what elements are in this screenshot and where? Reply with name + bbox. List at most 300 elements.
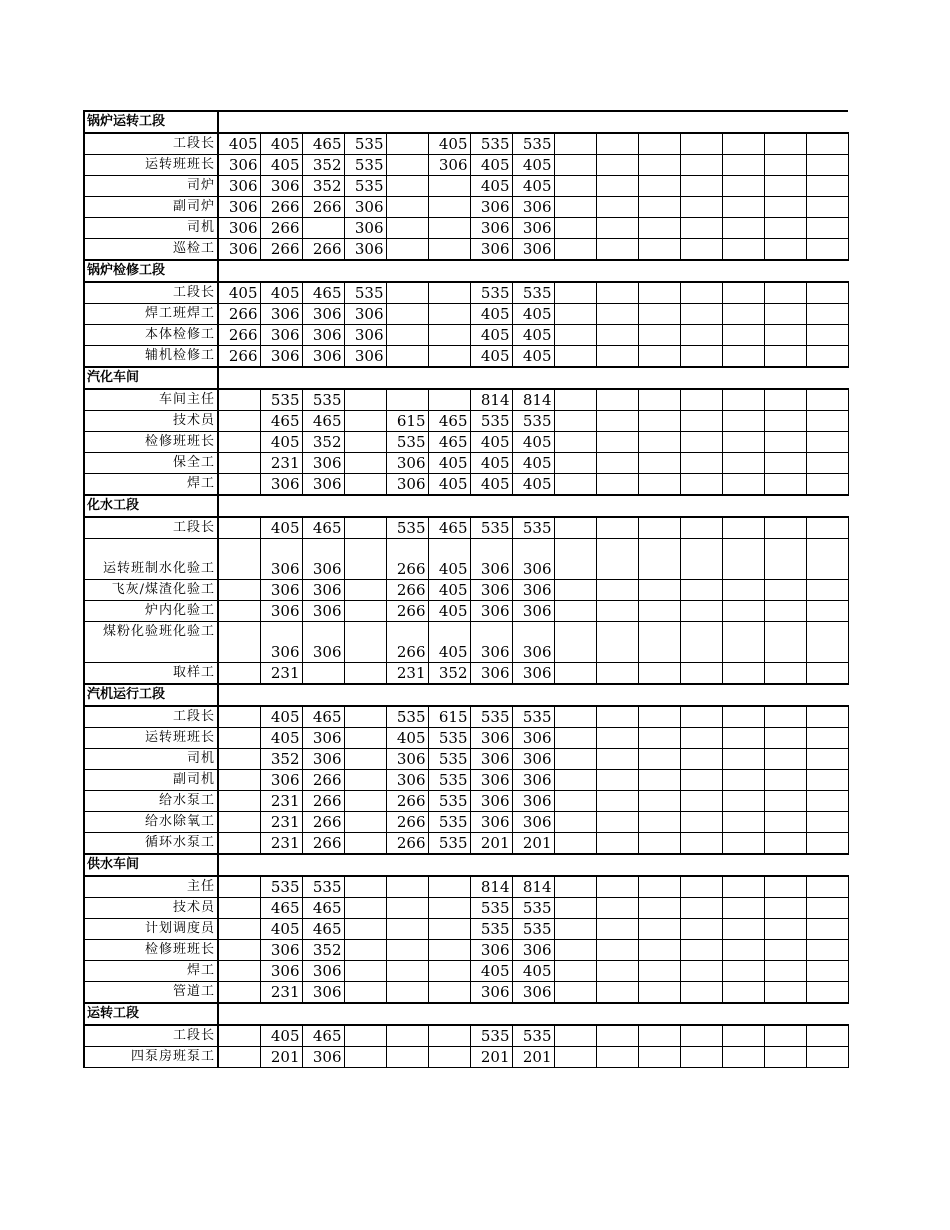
value-cell: 306 bbox=[302, 601, 344, 622]
value-cell: 535 bbox=[512, 411, 554, 432]
row-label: 工段长 bbox=[84, 517, 218, 539]
value-cell bbox=[638, 940, 680, 961]
table-row bbox=[84, 728, 848, 749]
value-cell bbox=[680, 919, 722, 940]
value-cell bbox=[596, 517, 638, 539]
value-cell bbox=[680, 453, 722, 474]
row-label: 司机 bbox=[84, 749, 218, 770]
value-cell bbox=[722, 961, 764, 982]
value-cell bbox=[764, 833, 806, 855]
value-cell: 405 bbox=[260, 1025, 302, 1047]
value-cell: 306 bbox=[512, 791, 554, 812]
value-cell bbox=[680, 940, 722, 961]
value-cell bbox=[554, 601, 596, 622]
section-title: 汽机运行工段 bbox=[84, 684, 218, 706]
value-cell: 306 bbox=[302, 346, 344, 368]
value-cell: 535 bbox=[428, 791, 470, 812]
value-cell bbox=[806, 1025, 848, 1047]
value-cell: 535 bbox=[302, 389, 344, 411]
value-cell bbox=[218, 411, 260, 432]
value-cell: 352 bbox=[428, 663, 470, 685]
value-cell: 535 bbox=[428, 812, 470, 833]
value-cell bbox=[764, 389, 806, 411]
value-cell bbox=[722, 474, 764, 496]
value-cell bbox=[344, 706, 386, 728]
value-cell: 535 bbox=[470, 411, 512, 432]
value-cell bbox=[386, 197, 428, 218]
value-cell bbox=[722, 663, 764, 685]
value-cell bbox=[596, 940, 638, 961]
value-cell bbox=[596, 728, 638, 749]
value-cell bbox=[386, 1047, 428, 1068]
value-cell bbox=[596, 580, 638, 601]
value-cell: 306 bbox=[218, 176, 260, 197]
value-cell: 535 bbox=[512, 1025, 554, 1047]
value-cell: 465 bbox=[302, 706, 344, 728]
value-cell: 306 bbox=[260, 304, 302, 325]
value-cell: 352 bbox=[302, 176, 344, 197]
value-cell bbox=[806, 304, 848, 325]
table-row bbox=[84, 961, 848, 982]
value-cell: 306 bbox=[260, 325, 302, 346]
value-cell: 405 bbox=[428, 622, 470, 663]
table-row bbox=[84, 812, 848, 833]
value-cell: 266 bbox=[218, 325, 260, 346]
table-row bbox=[84, 539, 848, 580]
value-cell bbox=[638, 176, 680, 197]
value-cell: 465 bbox=[302, 517, 344, 539]
value-cell bbox=[218, 961, 260, 982]
value-cell: 405 bbox=[470, 346, 512, 368]
section-header-row bbox=[84, 854, 848, 876]
value-cell bbox=[596, 876, 638, 898]
value-cell: 405 bbox=[428, 474, 470, 496]
value-cell bbox=[806, 749, 848, 770]
section-title: 运转工段 bbox=[84, 1003, 218, 1025]
table-row bbox=[84, 663, 848, 685]
value-cell bbox=[806, 812, 848, 833]
value-cell: 405 bbox=[260, 282, 302, 304]
value-cell bbox=[680, 580, 722, 601]
table-row bbox=[84, 453, 848, 474]
value-cell: 306 bbox=[218, 239, 260, 261]
value-cell bbox=[806, 176, 848, 197]
value-cell bbox=[218, 517, 260, 539]
value-cell: 266 bbox=[302, 833, 344, 855]
value-cell: 535 bbox=[344, 133, 386, 155]
value-cell bbox=[722, 346, 764, 368]
value-cell: 306 bbox=[302, 580, 344, 601]
value-cell bbox=[638, 749, 680, 770]
value-cell bbox=[680, 601, 722, 622]
value-cell bbox=[638, 218, 680, 239]
value-cell: 201 bbox=[470, 833, 512, 855]
value-cell bbox=[764, 622, 806, 663]
value-cell bbox=[806, 346, 848, 368]
value-cell bbox=[764, 982, 806, 1004]
value-cell bbox=[344, 474, 386, 496]
value-cell bbox=[680, 282, 722, 304]
value-cell bbox=[680, 1047, 722, 1068]
value-cell: 266 bbox=[386, 812, 428, 833]
value-cell: 306 bbox=[260, 539, 302, 580]
value-cell: 405 bbox=[470, 961, 512, 982]
value-cell bbox=[218, 749, 260, 770]
value-cell bbox=[596, 770, 638, 791]
row-label: 车间主任 bbox=[84, 389, 218, 411]
value-cell: 306 bbox=[344, 325, 386, 346]
value-cell bbox=[806, 453, 848, 474]
value-cell: 306 bbox=[302, 539, 344, 580]
value-cell: 405 bbox=[260, 517, 302, 539]
value-cell: 231 bbox=[260, 833, 302, 855]
value-cell bbox=[806, 940, 848, 961]
value-cell bbox=[218, 919, 260, 940]
value-cell bbox=[428, 961, 470, 982]
value-cell: 306 bbox=[470, 197, 512, 218]
value-cell bbox=[386, 1025, 428, 1047]
value-cell: 405 bbox=[470, 432, 512, 453]
table-row bbox=[84, 176, 848, 197]
value-cell: 306 bbox=[470, 812, 512, 833]
value-cell bbox=[806, 876, 848, 898]
value-cell: 306 bbox=[512, 728, 554, 749]
value-cell: 405 bbox=[428, 580, 470, 601]
value-cell: 306 bbox=[344, 218, 386, 239]
value-cell bbox=[680, 622, 722, 663]
value-cell bbox=[638, 432, 680, 453]
value-cell bbox=[386, 304, 428, 325]
value-cell bbox=[806, 325, 848, 346]
value-cell: 535 bbox=[512, 133, 554, 155]
value-cell bbox=[680, 239, 722, 261]
value-cell: 266 bbox=[218, 304, 260, 325]
section-header-fill bbox=[218, 260, 848, 282]
value-cell bbox=[344, 432, 386, 453]
value-cell bbox=[428, 898, 470, 919]
value-cell bbox=[428, 197, 470, 218]
value-cell bbox=[386, 282, 428, 304]
value-cell bbox=[218, 1025, 260, 1047]
row-label: 工段长 bbox=[84, 282, 218, 304]
row-label: 辅机检修工 bbox=[84, 346, 218, 368]
value-cell bbox=[722, 176, 764, 197]
value-cell bbox=[722, 218, 764, 239]
value-cell bbox=[344, 580, 386, 601]
value-cell bbox=[344, 539, 386, 580]
section-header-row bbox=[84, 367, 848, 389]
value-cell bbox=[764, 663, 806, 685]
value-cell: 535 bbox=[302, 876, 344, 898]
value-cell: 306 bbox=[260, 580, 302, 601]
value-cell: 306 bbox=[386, 453, 428, 474]
value-cell bbox=[344, 791, 386, 812]
value-cell bbox=[344, 622, 386, 663]
section-title: 汽化车间 bbox=[84, 367, 218, 389]
value-cell: 465 bbox=[428, 432, 470, 453]
value-cell: 306 bbox=[512, 940, 554, 961]
table-row bbox=[84, 1025, 848, 1047]
value-cell: 814 bbox=[512, 389, 554, 411]
value-cell bbox=[722, 325, 764, 346]
value-cell: 266 bbox=[260, 239, 302, 261]
value-cell: 535 bbox=[428, 749, 470, 770]
row-label: 技术员 bbox=[84, 898, 218, 919]
value-cell bbox=[722, 812, 764, 833]
value-cell bbox=[218, 728, 260, 749]
value-cell bbox=[554, 304, 596, 325]
section-header-row bbox=[84, 111, 848, 133]
value-cell bbox=[302, 218, 344, 239]
value-cell bbox=[764, 876, 806, 898]
value-cell bbox=[386, 919, 428, 940]
value-cell bbox=[806, 155, 848, 176]
section-header-row bbox=[84, 1003, 848, 1025]
section-header-fill bbox=[218, 854, 848, 876]
value-cell bbox=[680, 218, 722, 239]
value-cell bbox=[764, 133, 806, 155]
value-cell bbox=[806, 389, 848, 411]
value-cell bbox=[722, 389, 764, 411]
value-cell: 266 bbox=[386, 833, 428, 855]
value-cell: 352 bbox=[302, 432, 344, 453]
value-cell bbox=[344, 1025, 386, 1047]
table-row bbox=[84, 197, 848, 218]
value-cell bbox=[680, 791, 722, 812]
row-label: 副司炉 bbox=[84, 197, 218, 218]
value-cell: 306 bbox=[470, 770, 512, 791]
value-cell bbox=[428, 239, 470, 261]
value-cell: 352 bbox=[302, 155, 344, 176]
value-cell bbox=[764, 282, 806, 304]
section-title: 锅炉检修工段 bbox=[84, 260, 218, 282]
value-cell: 306 bbox=[302, 453, 344, 474]
value-cell: 306 bbox=[386, 474, 428, 496]
value-cell bbox=[764, 580, 806, 601]
table-row bbox=[84, 982, 848, 1004]
value-cell: 266 bbox=[386, 539, 428, 580]
value-cell: 405 bbox=[428, 453, 470, 474]
value-cell bbox=[806, 133, 848, 155]
row-label: 运转班班长 bbox=[84, 155, 218, 176]
value-cell: 535 bbox=[512, 282, 554, 304]
value-cell: 535 bbox=[470, 282, 512, 304]
value-cell: 405 bbox=[218, 282, 260, 304]
value-cell: 201 bbox=[512, 833, 554, 855]
value-cell: 465 bbox=[302, 1025, 344, 1047]
row-label: 司机 bbox=[84, 218, 218, 239]
value-cell bbox=[218, 622, 260, 663]
value-cell: 465 bbox=[260, 898, 302, 919]
value-cell bbox=[218, 833, 260, 855]
value-cell: 306 bbox=[470, 580, 512, 601]
value-cell bbox=[596, 325, 638, 346]
value-cell bbox=[638, 982, 680, 1004]
value-cell: 405 bbox=[260, 432, 302, 453]
value-cell bbox=[722, 791, 764, 812]
value-cell: 405 bbox=[470, 176, 512, 197]
value-cell bbox=[554, 197, 596, 218]
value-cell: 535 bbox=[512, 517, 554, 539]
value-cell bbox=[638, 601, 680, 622]
value-cell: 535 bbox=[260, 876, 302, 898]
value-cell: 306 bbox=[302, 982, 344, 1004]
value-cell bbox=[218, 389, 260, 411]
value-cell bbox=[764, 218, 806, 239]
value-cell: 465 bbox=[302, 282, 344, 304]
value-cell bbox=[722, 1047, 764, 1068]
value-cell bbox=[302, 663, 344, 685]
row-label: 飞灰/煤渣化验工 bbox=[84, 580, 218, 601]
value-cell bbox=[680, 346, 722, 368]
value-cell: 306 bbox=[260, 961, 302, 982]
value-cell bbox=[218, 791, 260, 812]
value-cell: 615 bbox=[428, 706, 470, 728]
value-cell bbox=[638, 770, 680, 791]
value-cell bbox=[764, 770, 806, 791]
value-cell bbox=[218, 432, 260, 453]
value-cell bbox=[764, 474, 806, 496]
value-cell bbox=[428, 304, 470, 325]
value-cell bbox=[554, 474, 596, 496]
row-label: 焊工班焊工 bbox=[84, 304, 218, 325]
value-cell bbox=[722, 940, 764, 961]
value-cell: 266 bbox=[302, 239, 344, 261]
value-cell: 405 bbox=[260, 133, 302, 155]
value-cell: 306 bbox=[302, 728, 344, 749]
value-cell: 306 bbox=[428, 155, 470, 176]
value-cell bbox=[806, 580, 848, 601]
value-cell: 306 bbox=[470, 601, 512, 622]
row-label: 取样工 bbox=[84, 663, 218, 685]
value-cell bbox=[722, 770, 764, 791]
value-cell bbox=[806, 517, 848, 539]
value-cell bbox=[680, 982, 722, 1004]
value-cell bbox=[764, 176, 806, 197]
value-cell: 306 bbox=[386, 770, 428, 791]
value-cell bbox=[554, 728, 596, 749]
value-cell bbox=[764, 791, 806, 812]
value-cell bbox=[764, 539, 806, 580]
value-cell bbox=[554, 346, 596, 368]
value-cell bbox=[554, 919, 596, 940]
value-cell bbox=[680, 706, 722, 728]
value-cell bbox=[554, 539, 596, 580]
value-cell bbox=[554, 898, 596, 919]
value-cell bbox=[638, 622, 680, 663]
value-cell: 405 bbox=[260, 706, 302, 728]
value-cell bbox=[554, 218, 596, 239]
value-cell bbox=[722, 728, 764, 749]
table-row bbox=[84, 155, 848, 176]
value-cell: 306 bbox=[512, 197, 554, 218]
value-cell: 306 bbox=[470, 663, 512, 685]
value-cell bbox=[764, 919, 806, 940]
row-label: 给水泵工 bbox=[84, 791, 218, 812]
value-cell bbox=[386, 346, 428, 368]
section-header-fill bbox=[218, 495, 848, 517]
value-cell bbox=[764, 1025, 806, 1047]
value-cell bbox=[218, 940, 260, 961]
value-cell: 306 bbox=[470, 728, 512, 749]
value-cell: 231 bbox=[260, 982, 302, 1004]
section-title: 锅炉运转工段 bbox=[84, 111, 218, 133]
value-cell bbox=[638, 304, 680, 325]
value-cell bbox=[218, 706, 260, 728]
value-cell: 535 bbox=[344, 176, 386, 197]
section-header-fill bbox=[218, 1003, 848, 1025]
value-cell bbox=[428, 982, 470, 1004]
value-cell: 306 bbox=[512, 622, 554, 663]
value-cell bbox=[680, 749, 722, 770]
value-cell: 535 bbox=[512, 706, 554, 728]
value-cell: 405 bbox=[428, 133, 470, 155]
value-cell: 535 bbox=[386, 517, 428, 539]
value-cell: 306 bbox=[260, 622, 302, 663]
value-cell bbox=[638, 197, 680, 218]
value-cell bbox=[722, 282, 764, 304]
value-cell bbox=[722, 432, 764, 453]
value-cell: 306 bbox=[512, 812, 554, 833]
value-cell: 306 bbox=[512, 663, 554, 685]
value-cell bbox=[344, 411, 386, 432]
table-row bbox=[84, 833, 848, 855]
value-cell bbox=[218, 812, 260, 833]
value-cell bbox=[806, 898, 848, 919]
value-cell bbox=[764, 601, 806, 622]
value-cell bbox=[722, 898, 764, 919]
row-label: 本体检修工 bbox=[84, 325, 218, 346]
value-cell bbox=[344, 728, 386, 749]
value-cell bbox=[554, 176, 596, 197]
value-cell bbox=[596, 898, 638, 919]
value-cell bbox=[764, 898, 806, 919]
value-cell: 352 bbox=[260, 749, 302, 770]
value-cell bbox=[638, 919, 680, 940]
value-cell: 306 bbox=[344, 197, 386, 218]
value-cell bbox=[554, 622, 596, 663]
value-cell bbox=[596, 197, 638, 218]
value-cell: 266 bbox=[302, 770, 344, 791]
value-cell bbox=[680, 663, 722, 685]
value-cell bbox=[764, 517, 806, 539]
value-cell bbox=[806, 791, 848, 812]
value-cell: 231 bbox=[386, 663, 428, 685]
value-cell bbox=[218, 539, 260, 580]
row-label: 主任 bbox=[84, 876, 218, 898]
value-cell bbox=[680, 517, 722, 539]
value-cell: 535 bbox=[386, 432, 428, 453]
value-cell bbox=[344, 1047, 386, 1068]
value-cell bbox=[638, 411, 680, 432]
table-row bbox=[84, 304, 848, 325]
value-cell bbox=[722, 919, 764, 940]
table-row bbox=[84, 218, 848, 239]
table-row bbox=[84, 325, 848, 346]
row-label: 四泵房班泵工 bbox=[84, 1047, 218, 1068]
value-cell bbox=[764, 239, 806, 261]
value-cell bbox=[596, 706, 638, 728]
table-row bbox=[84, 749, 848, 770]
value-cell bbox=[722, 833, 764, 855]
value-cell: 266 bbox=[218, 346, 260, 368]
value-cell bbox=[638, 812, 680, 833]
value-cell: 231 bbox=[260, 663, 302, 685]
value-cell bbox=[554, 325, 596, 346]
value-cell: 266 bbox=[386, 601, 428, 622]
value-cell: 306 bbox=[470, 218, 512, 239]
section-header-fill bbox=[218, 367, 848, 389]
